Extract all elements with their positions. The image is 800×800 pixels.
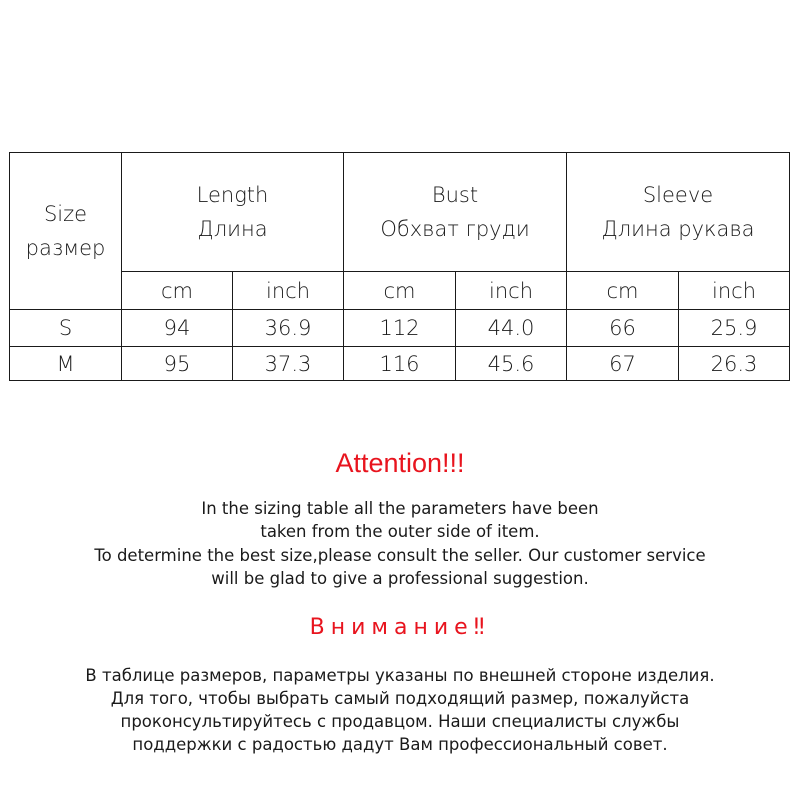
bust-header-ru: Обхват груди [380, 217, 530, 241]
size-header-en: Size [43, 202, 88, 226]
bust-cm-value: 112 [344, 310, 456, 347]
russian-note-line: Для того, чтобы выбрать самый подходящий размер, пожалуйста [110, 689, 690, 708]
sleeve-cm-value: 67 [567, 347, 679, 381]
length-inch-value: 37.3 [233, 347, 344, 381]
sleeve-header-cell [567, 153, 790, 272]
length-header-ru: Длина [197, 217, 268, 241]
consult-note [0, 544, 800, 590]
attention-title-ru: Внимание‼ [309, 615, 491, 640]
table-row [10, 347, 790, 381]
bust-header-en: Bust [431, 183, 479, 207]
length-unit-inch: inch [233, 272, 344, 310]
sizing-note [0, 497, 800, 543]
bust-unit-inch: inch [456, 272, 567, 310]
russian-note [0, 664, 800, 756]
sleeve-inch-value: 26.3 [679, 347, 790, 381]
bust-header-cell [344, 153, 567, 272]
russian-note-line: поддержки с радостью дадут Вам профессиональный совет. [132, 735, 668, 754]
row-size: M [10, 347, 122, 381]
sleeve-header-en: Sleeve [642, 183, 714, 207]
bust-inch-value: 45.6 [456, 347, 567, 381]
consult-note-line: To determine the best size,please consult the seller. Our customer service [94, 546, 706, 565]
sleeve-inch-value: 25.9 [679, 310, 790, 347]
sleeve-unit-cm: cm [567, 272, 679, 310]
sizing-note-line: In the sizing table all the parameters have been [201, 499, 599, 518]
row-size: S [10, 310, 122, 347]
table-row [10, 310, 790, 347]
bust-cm-value: 116 [344, 347, 456, 381]
bust-unit-cm: cm [344, 272, 456, 310]
length-inch-value: 36.9 [233, 310, 344, 347]
bust-inch-value: 44.0 [456, 310, 567, 347]
sleeve-unit-inch: inch [679, 272, 790, 310]
russian-note-line: В таблице размеров, параметры указаны по внешней стороне изделия. [85, 666, 715, 685]
russian-note-line: проконсультируйтесь с продавцом. Наши специалисты службы [120, 712, 680, 731]
length-cm-value: 94 [122, 310, 233, 347]
size-header-cell [10, 153, 122, 310]
length-header-cell [122, 153, 344, 272]
attention-title: Attention!!! [335, 448, 465, 478]
consult-note-line: will be glad to give a professional suggestion. [211, 569, 589, 588]
sleeve-cm-value: 66 [567, 310, 679, 347]
size-header-ru: размер [25, 236, 106, 260]
size-table [9, 152, 790, 381]
sleeve-header-ru: Длина рукава [601, 217, 755, 241]
length-cm-value: 95 [122, 347, 233, 381]
sizing-note-line: taken from the outer side of item. [260, 522, 540, 541]
length-header-en: Length [196, 183, 269, 207]
length-unit-cm: cm [122, 272, 233, 310]
